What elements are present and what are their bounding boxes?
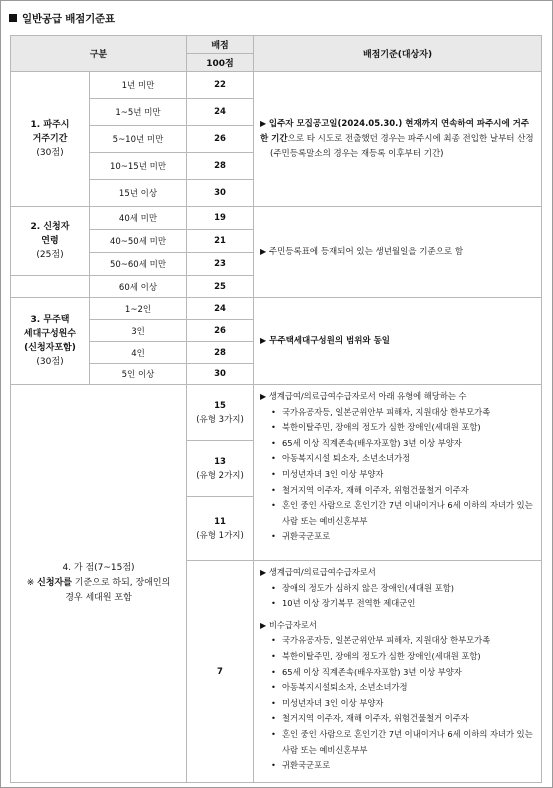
score-value: 11 [214,516,226,527]
category-residence [11,72,90,207]
category-label: 연령 [41,236,59,246]
list-item: • 귀환국군포로 [260,758,537,774]
category-label: 1. 파주시 [30,120,70,130]
score-cell [187,497,254,561]
condition-cell: 1~2인 [90,298,187,320]
triangle-right-icon: ▶ [260,568,267,577]
category-age-empty [11,276,90,298]
score-cell: 22 [187,72,254,99]
list-item: • 북한이탈주민, 장애의 정도가 심한 장애인(세대원 포함) [260,649,537,665]
criteria-age [254,207,542,298]
header-score-top: 배점 [187,36,254,54]
list-item: • 귀환국군포로 [260,529,537,545]
score-cell: 28 [187,153,254,180]
category-label: 3. 무주택 [30,315,70,325]
category-label: (신청자포함) [24,343,76,353]
note-text: 경우 세대원 포함 [65,593,132,603]
category-points: (30점) [36,148,64,158]
title-text: 일반공급 배점기준표 [22,13,115,25]
square-bullet-icon [9,14,17,22]
score-value: 15 [214,400,226,411]
condition-cell: 5~10년 미만 [90,126,187,153]
score-types: (유형 1가지) [196,530,244,541]
score-cell: 26 [187,320,254,342]
category-age [11,207,90,276]
triangle-right-icon: ▶ [260,392,267,401]
criteria-bonus-recipients [254,385,542,561]
condition-cell: 5인 이상 [90,364,187,385]
condition-cell: 1~5년 미만 [90,99,187,126]
list-item: • 국가유공자등, 일본군위안부 피해자, 지원대상 한부모가족 [260,405,537,421]
score-cell: 30 [187,180,254,207]
category-points: (30점) [36,357,64,367]
list-item: • 북한이탈주민, 장애의 정도가 심한 장애인(세대원 포함) [260,420,537,436]
triangle-right-icon: ▶ [260,119,267,128]
list-item: • 10년 이상 장기복무 전역한 제대군인 [260,596,537,612]
note-mark: ※ [26,578,38,588]
category-label: 세대구성원수 [23,329,77,339]
score-cell: 30 [187,364,254,385]
criteria-text: 으로 타 시도로 전출했던 경우는 파주시에 최종 전입한 날부터 산정 [287,134,534,144]
category-bonus [11,385,187,783]
category-household [11,298,90,385]
document-title [9,11,115,26]
triangle-right-icon: ▶ [260,336,267,345]
header-criteria: 배점기준(대상자) [254,36,542,72]
criteria-household [254,298,542,385]
category-label: 2. 신청자 [30,222,70,232]
list-item: • 철거지역 이주자, 재해 이주자, 위험건물철거 이주자 [260,483,537,499]
triangle-right-icon: ▶ [260,620,267,630]
list-item: • 철거지역 이주자, 재해 이주자, 위험건물철거 이주자 [260,711,537,727]
category-label: 4. 가 점(7~15점) [62,563,135,573]
criteria-heading: 비수급자로서 [268,619,317,630]
list-item: • 미성년자녀 3인 이상 부양자 [260,467,537,483]
list-item: • 장애의 정도가 심하지 않은 장애인(세대원 포함) [260,581,537,597]
header-category: 구분 [11,36,187,72]
score-types: (유형 3가지) [196,414,244,425]
category-label: 거주기간 [32,134,68,144]
list-item: • 아동복지시설퇴소자, 소년소녀가정 [260,680,537,696]
score-cell [187,441,254,497]
criteria-list [260,581,537,612]
condition-cell: 4인 [90,342,187,364]
category-points: (25점) [36,250,64,260]
criteria-text: 주민등록표에 등재되어 있는 생년월일을 기준으로 함 [268,247,464,257]
score-cell [187,385,254,441]
criteria-note: (주민등록말소의 경우는 재등록 이후부터 기간) [270,149,444,159]
criteria-heading: 생계급여/의료급여수급자로서 아래 유형에 해당하는 수 [268,391,467,401]
list-item: • 미성년자녀 3인 이상 부양자 [260,696,537,712]
condition-cell: 40세 미만 [90,207,187,230]
score-cell: 21 [187,230,254,253]
score-cell: 19 [187,207,254,230]
condition-cell: 40~50세 미만 [90,230,187,253]
condition-cell: 1년 미만 [90,72,187,99]
score-value: 13 [214,456,226,467]
list-item: • 아동복지시설 퇴소자, 소년소녀가정 [260,451,537,467]
list-item: • 혼인 중인 사람으로 혼인기간 7년 이내이거나 6세 이하의 자녀가 있는 사람 또는 예비신혼부부 [260,498,537,529]
criteria-list [260,405,537,545]
criteria-heading: 생계급여/의료급여수급자로서 [268,567,376,577]
score-cell: 26 [187,126,254,153]
condition-cell: 60세 이상 [90,276,187,298]
list-item: • 65세 이상 직계존속(배우자포함) 3년 이상 부양자 [260,665,537,681]
criteria-list [260,633,537,773]
score-cell: 24 [187,298,254,320]
triangle-right-icon: ▶ [260,247,267,256]
score-types: (유형 2가지) [196,470,244,481]
scoring-table [10,35,542,783]
score-cell: 28 [187,342,254,364]
list-item: • 65세 이상 직계존속(배우자포함) 3년 이상 부양자 [260,436,537,452]
score-cell: 25 [187,276,254,298]
note-text: 기준으로 하되, 장애인의 [71,578,171,588]
criteria-bold-text: 입주자 모집공고일(2024.05.30.) 현재까지 연속하여 파주시에 거주한 기간 [260,119,530,144]
criteria-residence [254,72,542,207]
condition-cell: 10~15년 미만 [90,153,187,180]
condition-cell: 50~60세 미만 [90,253,187,276]
list-item: • 혼인 중인 사람으로 혼인기간 7년 이내이거나 6세 이하의 자녀가 있는 사람 또는 예비신혼부부 [260,727,537,758]
condition-cell: 15년 이상 [90,180,187,207]
condition-cell: 3인 [90,320,187,342]
score-cell: 23 [187,253,254,276]
note-bold-text: 신청자를 [37,578,72,588]
score-cell: 24 [187,99,254,126]
criteria-bonus-others [254,561,542,783]
criteria-text: 무주택세대구성원의 범위와 동일 [269,336,391,346]
header-score-total: 100점 [187,54,254,72]
list-item: • 국가유공자등, 일본군위안부 피해자, 지원대상 한부모가족 [260,633,537,649]
score-cell: 7 [187,561,254,783]
